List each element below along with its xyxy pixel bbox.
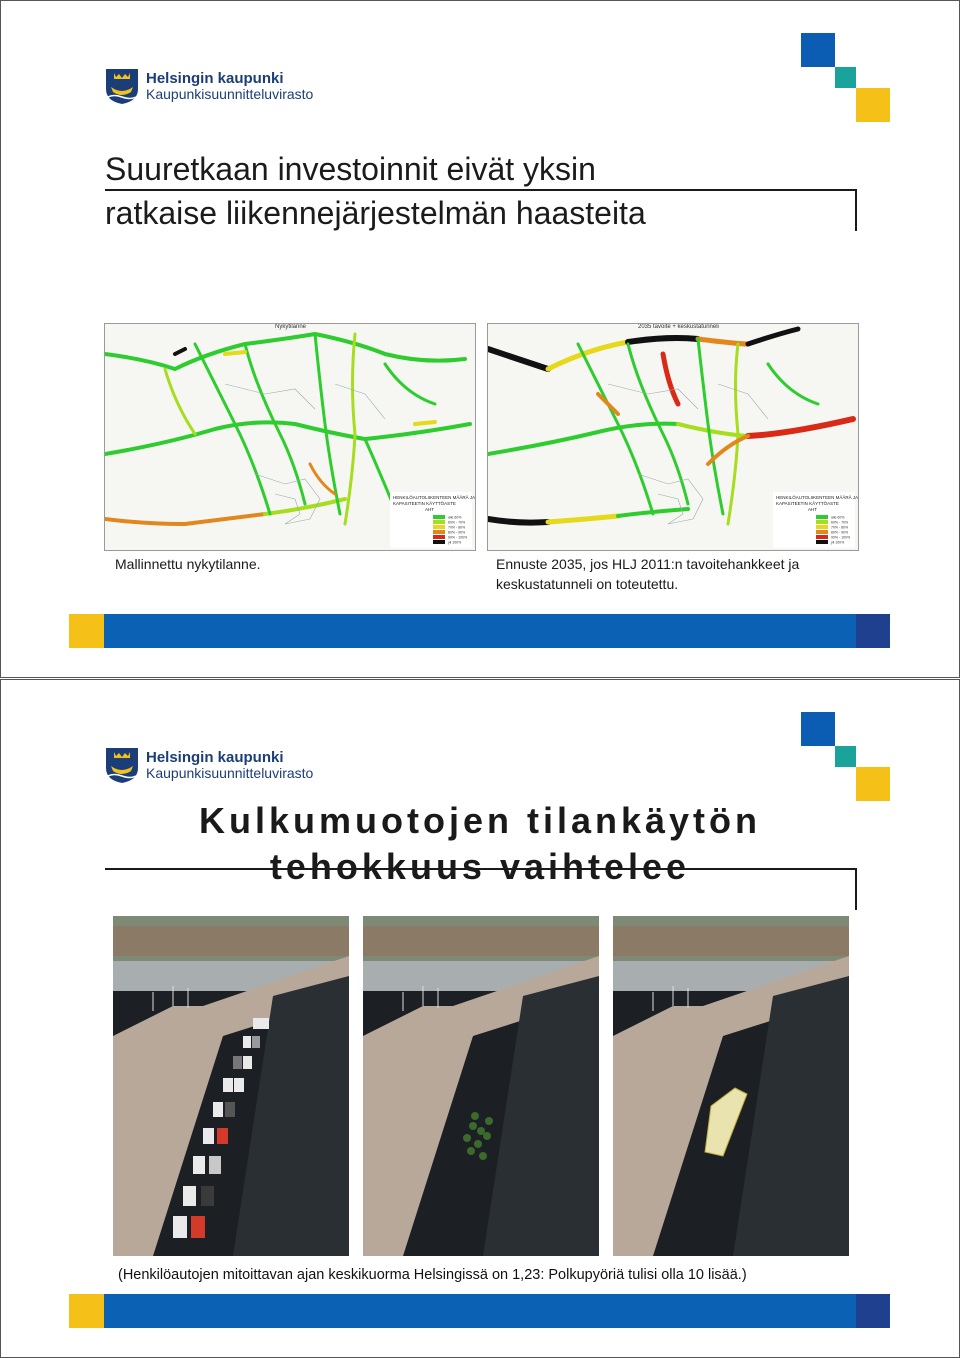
caption-2035-line2: keskustatunneli on toteutettu. <box>496 576 679 592</box>
legend-item-5: 90% - 100% <box>448 535 468 540</box>
road-network-graphic <box>488 324 858 550</box>
brand-square-teal <box>835 67 856 88</box>
legend-item-5: 90% - 100% <box>831 535 851 540</box>
slide-1 <box>0 0 960 678</box>
legend-item-1: alle 60% <box>831 515 845 520</box>
slide-title-line1: Suuretkaan investoinnit eivät yksin <box>105 151 596 187</box>
dept-name: Kaupunkisuunnitteluvirasto <box>146 764 314 781</box>
helsinki-crest-icon <box>104 746 140 784</box>
legend-title-2: KAPASITEETIN KÄYTTÖASTE <box>393 501 456 506</box>
legend-item-2: 60% - 70% <box>448 520 466 525</box>
slide-2 <box>0 679 960 1358</box>
map-title: 2035 tavoite + keskustatunneli <box>638 324 719 330</box>
map-title: Nykytilanne <box>275 324 307 330</box>
bridge-bus-image <box>613 916 849 1256</box>
caption-2035-line1: Ennuste 2035, jos HLJ 2011:n tavoitehankkeet ja <box>496 556 800 572</box>
slide-title <box>1 798 959 890</box>
photo-bridge-cars <box>113 916 349 1256</box>
legend-item-3: 70% - 80% <box>831 525 849 530</box>
legend-item-4: 80% - 90% <box>831 530 849 535</box>
legend-item-2: 60% - 70% <box>831 520 849 525</box>
traffic-map-current <box>104 323 476 551</box>
brand-square-blue <box>801 33 835 67</box>
footer-accent-navy <box>856 614 890 648</box>
legend-title-3: AHT <box>808 507 817 512</box>
legend-title-1: HENKILÖAUTOLIIKENTEEN MÄÄRÄ JA <box>776 495 858 500</box>
traffic-map-2035 <box>487 323 859 551</box>
legend-item-6: yli 100% <box>448 540 462 545</box>
footer-accent-navy <box>856 1294 890 1328</box>
bridge-bicycles-image <box>363 916 599 1256</box>
slide-title-line1: Kulkumuotojen tilankäytön <box>198 800 762 841</box>
legend-title-3: AHT <box>425 507 434 512</box>
brand-square-yellow <box>856 88 890 122</box>
legend-item-6: yli 100% <box>831 540 845 545</box>
org-logo <box>104 746 313 784</box>
footer-accent-yellow <box>69 1294 104 1328</box>
photo-bridge-bus <box>613 916 849 1256</box>
bridge-cars-image <box>113 916 349 1256</box>
title-rule-vertical <box>855 189 857 231</box>
caption-current: Mallinnettu nykytilanne. <box>115 556 261 572</box>
title-rule <box>105 189 857 191</box>
footer-bar-blue <box>104 614 856 648</box>
photo-bridge-bicycles <box>363 916 599 1256</box>
road-network-graphic <box>105 324 475 550</box>
org-logo <box>104 67 313 105</box>
legend-item-4: 80% - 90% <box>448 530 466 535</box>
brand-square-yellow <box>856 767 890 801</box>
helsinki-crest-icon <box>104 67 140 105</box>
caption-2035 <box>496 554 799 594</box>
legend-title-1: HENKILÖAUTOLIIKENTEEN MÄÄRÄ JA <box>393 495 475 500</box>
org-name: Helsingin kaupunki <box>146 69 284 87</box>
legend-item-1: alle 60% <box>448 515 462 520</box>
brand-square-teal <box>835 746 856 767</box>
dept-name: Kaupunkisuunnitteluvirasto <box>146 85 314 102</box>
footer-bar-blue <box>104 1294 856 1328</box>
slide-title <box>105 147 646 235</box>
slide-2-caption: (Henkilöautojen mitoittavan ajan keskikuorma Helsingissä on 1,23: Polkupyöriä tulisi olla 10 lisää.) <box>118 1267 747 1283</box>
brand-square-blue <box>801 712 835 746</box>
org-name: Helsingin kaupunki <box>146 748 284 766</box>
slide-title-line2: ratkaise liikennejärjestelmän haasteita <box>105 195 646 231</box>
footer-accent-yellow <box>69 614 104 648</box>
slide-title-line2: tehokkuus vaihtelee <box>269 846 691 887</box>
legend-item-3: 70% - 80% <box>448 525 466 530</box>
legend-title-2: KAPASITEETIN KÄYTTÖASTE <box>776 501 839 506</box>
